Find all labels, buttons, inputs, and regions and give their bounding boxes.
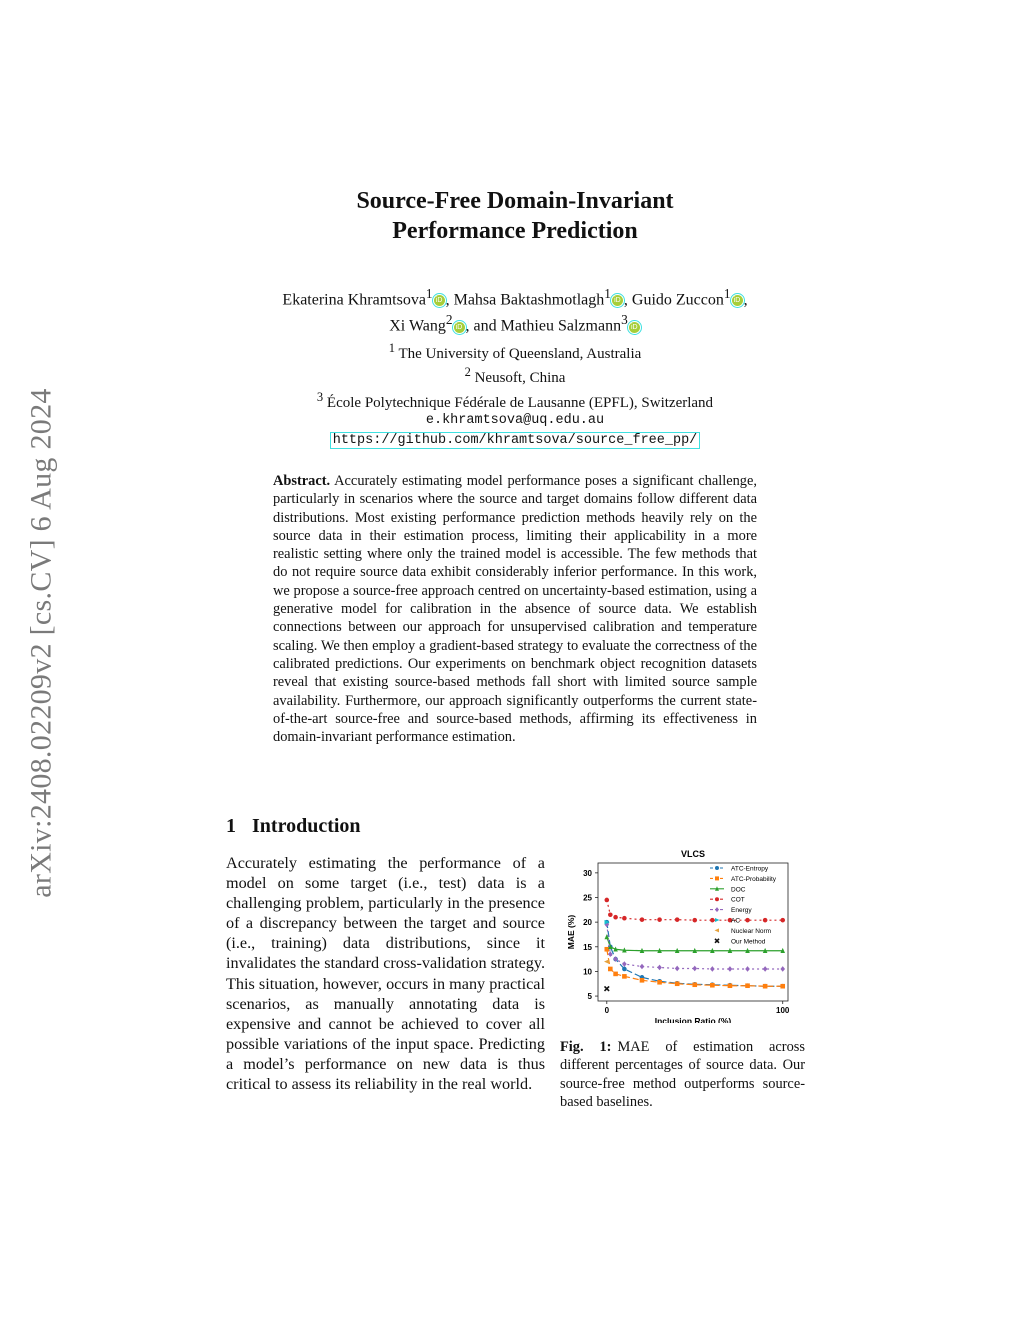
data-point bbox=[780, 966, 785, 972]
series-line bbox=[607, 900, 783, 920]
legend-label: Our Method bbox=[731, 938, 766, 946]
affiliation-text: The University of Queensland, Australia bbox=[398, 346, 642, 362]
data-point bbox=[780, 918, 785, 923]
legend-label: ATC-Probability bbox=[731, 875, 777, 883]
y-tick-label: 5 bbox=[587, 992, 592, 1002]
author-affiliation-sup: 1 bbox=[723, 286, 731, 301]
series-nuclear-norm bbox=[604, 959, 609, 964]
data-point bbox=[608, 967, 613, 972]
data-point bbox=[613, 972, 618, 977]
legend-label: Nuclear Norm bbox=[731, 927, 772, 935]
data-point bbox=[692, 966, 697, 972]
author-affiliation-sup: 1 bbox=[425, 286, 433, 301]
data-point bbox=[608, 951, 613, 957]
author-affiliation-sup: 3 bbox=[621, 312, 628, 328]
legend-marker bbox=[715, 866, 719, 870]
legend-label: Energy bbox=[731, 907, 752, 915]
y-tick-label: 25 bbox=[583, 893, 592, 903]
caption-label: Fig. 1: bbox=[560, 1039, 612, 1055]
y-tick-label: 15 bbox=[583, 942, 592, 952]
data-point bbox=[692, 918, 697, 923]
section-title: Introduction bbox=[252, 815, 361, 837]
introduction-paragraph: Accurately estimating the performance of a model on some target (i.e., test) data is a challenging problem, particularly in the presence of a discrepancy between the target and source (i.e., training) data distributions, since it invalidates the standard cross-validation strategy. This situation, however, occurs in many practical scenarios, as manually annotating data is expensive and cannot be achieved to cover all possible variations of the input space. Predicting a model’s performance on new data is thus critical to assess its reliability in the real world. bbox=[226, 854, 545, 1094]
caption-text: MAE of estimation across different percentages of source data. Our source-free method outperforms source-based baselines. bbox=[560, 1039, 805, 1110]
data-point bbox=[763, 918, 768, 923]
paper-title bbox=[230, 186, 800, 246]
y-tick-label: 10 bbox=[583, 967, 592, 977]
author-name: Ekaterina Khramtsova bbox=[282, 291, 426, 309]
arxiv-identifier-stamp bbox=[24, 355, 60, 930]
orcid-icon[interactable]: iD bbox=[629, 322, 640, 333]
abstract-text: Accurately estimating model performance poses a significant challenge, particularly in scenarios where the source and target domains follow different data distributions. Most existing performance prediction methods heavily rely on the source data in their estimation process, limiting their applicability in a more realistic setting where only the trained model is accessible. The few methods that do not require source data exhibit considerably inferior performance. In this work, we propose a source-free approach centred on uncertainty-based estimation, using a generative model for calibration in the absence of source data. We establish connections between our approach for unsupervised calibration and temperature scaling. We then employ a gradient-based strategy to evaluate the correctness of the calibrated predictions. Our experiments on benchmark object recognition datasets reveal that existing source-based methods fall short with limited source sample availability. Furthermore, our approach significantly outperforms the current state-of-the-art source-free and source-based methods, affirming its effectiveness in domain-invariant performance estimation. bbox=[273, 473, 757, 746]
data-point bbox=[622, 967, 627, 972]
data-point bbox=[657, 965, 662, 971]
contact-email[interactable]: e.khramtsova@uq.edu.au bbox=[425, 412, 605, 428]
arxiv-identifier: arXiv:2408.02209v2 [cs.CV] 6 Aug 2024 bbox=[25, 387, 58, 898]
y-tick-label: 30 bbox=[583, 868, 592, 878]
data-point bbox=[763, 966, 768, 972]
legend-marker bbox=[715, 907, 719, 912]
orcid-icon[interactable]: iD bbox=[732, 295, 743, 306]
affiliation-1 bbox=[230, 339, 800, 363]
data-point bbox=[728, 983, 733, 988]
legend-label: AC bbox=[731, 917, 741, 925]
legend-label: ATC-Entropy bbox=[731, 865, 769, 873]
abstract bbox=[273, 472, 757, 746]
data-point bbox=[745, 966, 750, 972]
data-point bbox=[608, 912, 613, 917]
author-line-1 bbox=[230, 284, 800, 310]
orcid-icon[interactable]: iD bbox=[434, 295, 445, 306]
y-tick-label: 20 bbox=[583, 918, 592, 928]
legend-marker bbox=[715, 918, 720, 922]
data-point bbox=[604, 898, 609, 903]
series-our-method bbox=[604, 986, 609, 991]
data-point bbox=[675, 981, 680, 986]
data-point bbox=[675, 917, 680, 922]
author-separator: , and bbox=[465, 317, 501, 335]
data-point bbox=[710, 918, 715, 923]
data-point bbox=[604, 947, 609, 952]
legend-label: DOC bbox=[731, 886, 746, 894]
data-point bbox=[640, 964, 645, 970]
data-point bbox=[728, 966, 733, 972]
data-point bbox=[692, 982, 697, 987]
author-name: Mahsa Baktashmotlagh bbox=[453, 291, 605, 309]
data-point bbox=[622, 961, 627, 967]
affiliation-2 bbox=[230, 363, 800, 387]
title-line-1: Source-Free Domain-Invariant bbox=[356, 188, 674, 214]
series-cot bbox=[604, 898, 785, 923]
affiliation-text: Neusoft, China bbox=[474, 370, 566, 387]
author-separator: , bbox=[623, 291, 632, 309]
legend-marker bbox=[715, 876, 719, 880]
data-point bbox=[710, 966, 715, 972]
data-point bbox=[657, 980, 662, 985]
author-line-2 bbox=[230, 310, 800, 336]
affiliation-sup: 2 bbox=[464, 365, 471, 380]
x-axis-label: Inclusion Ratio (%) bbox=[654, 1016, 732, 1023]
mae-chart bbox=[560, 843, 810, 1023]
data-point bbox=[622, 916, 627, 921]
data-point bbox=[745, 918, 750, 923]
author-affiliation-sup: 2 bbox=[445, 312, 453, 328]
affiliations bbox=[230, 339, 800, 450]
legend-marker bbox=[715, 928, 720, 932]
data-point bbox=[763, 984, 768, 989]
title-line-2: Performance Prediction bbox=[392, 218, 638, 244]
data-point bbox=[640, 917, 645, 922]
affiliation-sup: 3 bbox=[316, 389, 324, 404]
data-point bbox=[604, 986, 609, 991]
data-point bbox=[622, 974, 627, 979]
data-point bbox=[675, 966, 680, 972]
data-point bbox=[657, 917, 662, 922]
affiliation-text: École Polytechnique Fédérale de Lausanne (EPFL), Switzerland bbox=[326, 394, 714, 411]
abstract-label: Abstract. bbox=[273, 473, 331, 489]
figure-caption bbox=[560, 1038, 805, 1111]
github-link[interactable]: https://github.com/khramtsova/source_free_pp/ bbox=[332, 433, 698, 449]
legend-label: COT bbox=[731, 896, 745, 904]
y-axis-label: MAE (%) bbox=[566, 914, 576, 950]
orcid-icon[interactable]: iD bbox=[454, 322, 465, 333]
data-point bbox=[745, 983, 750, 988]
author-name: Guido Zuccon bbox=[631, 291, 724, 309]
legend-marker bbox=[715, 897, 719, 901]
data-point bbox=[640, 978, 645, 983]
chart-title: VLCS bbox=[680, 849, 706, 859]
section-heading bbox=[226, 815, 361, 838]
x-tick-label: 0 bbox=[604, 1006, 610, 1015]
figure-1 bbox=[560, 843, 810, 1023]
author-separator: , bbox=[743, 291, 748, 309]
author-name: Xi Wang bbox=[389, 317, 446, 335]
data-point bbox=[613, 915, 618, 920]
data-point bbox=[780, 984, 785, 989]
author-affiliation-sup: 1 bbox=[604, 286, 611, 301]
author-separator: , bbox=[445, 291, 454, 309]
affiliation-3 bbox=[230, 388, 800, 412]
data-point bbox=[710, 983, 715, 988]
author-name: Mathieu Salzmann bbox=[500, 317, 622, 335]
orcid-icon[interactable]: iD bbox=[612, 295, 623, 306]
legend-marker bbox=[715, 939, 719, 943]
x-tick-label: 100 bbox=[776, 1006, 790, 1015]
author-list bbox=[230, 284, 800, 337]
data-point bbox=[604, 959, 609, 964]
section-number: 1 bbox=[226, 815, 236, 837]
affiliation-sup: 1 bbox=[388, 341, 395, 355]
